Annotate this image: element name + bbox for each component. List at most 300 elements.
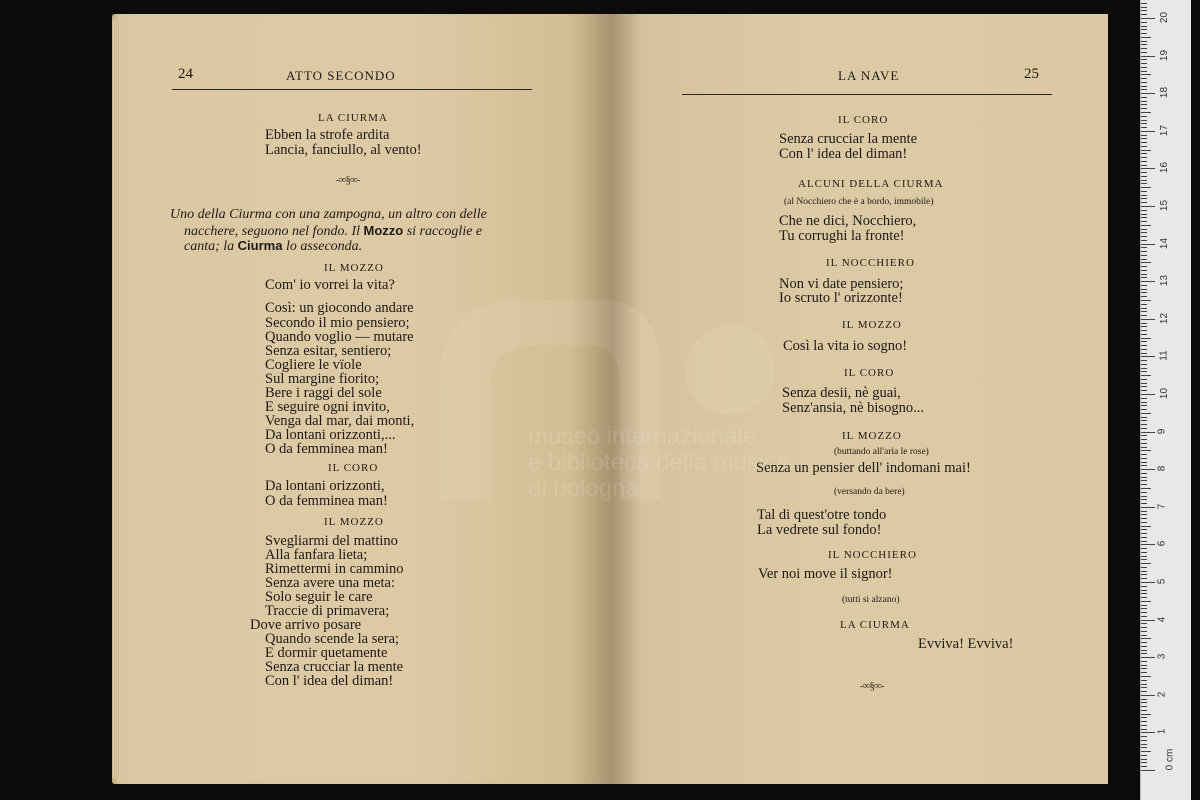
verse-line: O da femminea man! <box>265 441 388 457</box>
ruler-tick <box>1141 695 1155 696</box>
ruler-tick <box>1141 537 1147 538</box>
ruler-tick <box>1141 59 1147 60</box>
ruler-tick <box>1141 574 1147 575</box>
speaker-il-mozzo: IL MOZZO <box>324 262 384 274</box>
ruler-tick <box>1141 330 1147 331</box>
ruler-tick <box>1141 653 1147 654</box>
ruler-tick <box>1141 168 1155 169</box>
speaker-il-mozzo: IL MOZZO <box>324 516 384 528</box>
verse-line: Ver noi move il signor! <box>758 566 893 582</box>
ruler-tick <box>1141 274 1147 275</box>
verse-line: Rimettermi in cammino <box>265 561 404 577</box>
ruler-tick <box>1141 146 1147 147</box>
ruler-tick <box>1141 473 1147 474</box>
ruler-tick <box>1141 225 1151 226</box>
ruler-tick <box>1141 680 1147 681</box>
stage-direction-line: nacchere, seguono nel fondo. Il Mozzo si raccoglie e <box>184 223 483 239</box>
ruler-tick <box>1141 627 1147 628</box>
ruler-tick <box>1141 364 1147 365</box>
ruler-tick <box>1141 687 1147 688</box>
ruler-tick <box>1141 131 1155 132</box>
ruler-tick <box>1141 661 1147 662</box>
ruler-tick <box>1141 183 1147 184</box>
ruler-tick <box>1141 44 1147 45</box>
ruler-tick <box>1141 522 1147 523</box>
verse-line: Tal di quest'otre tondo <box>757 507 887 523</box>
right-page <box>612 14 1108 784</box>
ruler-tick <box>1141 67 1147 68</box>
ruler-tick <box>1141 37 1151 38</box>
left-page <box>112 14 612 784</box>
watermark-line: di bologna <box>528 475 639 502</box>
ruler-tick <box>1141 236 1147 237</box>
ruler-tick <box>1141 394 1155 395</box>
ruler-tick <box>1141 736 1147 737</box>
ruler-tick <box>1141 631 1147 632</box>
ruler-tick <box>1141 334 1147 335</box>
ruler-tick <box>1141 116 1147 117</box>
verse-line: Sul margine fiorito; <box>265 371 380 387</box>
ruler-tick <box>1141 33 1147 34</box>
ruler-tick <box>1141 582 1155 583</box>
ruler-tick <box>1141 56 1155 57</box>
ruler-tick <box>1141 714 1151 715</box>
speaker-il-coro: IL CORO <box>844 367 895 379</box>
ruler-tick <box>1141 409 1147 410</box>
running-head: ATTO SECONDO <box>286 68 396 83</box>
ruler-tick <box>1141 108 1147 109</box>
ruler-tick <box>1141 386 1147 387</box>
ruler-tick <box>1141 202 1147 203</box>
ruler-number: 7 <box>1156 503 1168 510</box>
verse-line: Senza desii, nè guai, <box>782 385 901 401</box>
ruler-tick <box>1141 86 1147 87</box>
ruler-tick <box>1141 289 1147 290</box>
ruler-tick <box>1141 447 1147 448</box>
ruler-tick <box>1141 244 1155 245</box>
ruler-tick <box>1141 26 1147 27</box>
ruler-tick <box>1141 420 1147 421</box>
ruler-tick <box>1141 172 1147 173</box>
ruler-tick <box>1141 458 1147 459</box>
ruler-number: 6 <box>1156 541 1168 547</box>
verse-line: Così: un giocondo andare <box>265 300 414 316</box>
ruler-tick <box>1141 744 1147 745</box>
ruler-tick <box>1141 251 1147 252</box>
ruler-tick <box>1141 770 1155 771</box>
ruler-tick <box>1141 405 1147 406</box>
ruler-tick <box>1141 465 1147 466</box>
ruler-tick <box>1141 285 1147 286</box>
ruler-tick <box>1141 315 1147 316</box>
ruler-number: 12 <box>1159 312 1171 324</box>
ruler-tick <box>1141 518 1147 519</box>
ruler-tick <box>1141 616 1147 617</box>
ruler-tick <box>1141 605 1147 606</box>
ruler-tick <box>1141 638 1151 639</box>
watermark-text <box>528 424 789 502</box>
speaker-il-mozzo: IL MOZZO <box>842 430 902 442</box>
ruler-tick <box>1141 180 1147 181</box>
ruler-tick <box>1141 488 1151 489</box>
ruler-tick <box>1141 526 1151 527</box>
ruler-tick <box>1141 277 1147 278</box>
ruler-tick <box>1141 514 1147 515</box>
ruler-tick <box>1141 646 1147 647</box>
ruler-tick <box>1141 469 1155 470</box>
ruler-number: 2 <box>1156 691 1168 698</box>
ruler-tick <box>1141 14 1147 15</box>
open-book <box>112 14 1108 784</box>
ruler-tick <box>1141 142 1147 143</box>
ruler-number: 20 <box>1159 11 1171 24</box>
ruler-tick <box>1141 93 1155 94</box>
ruler-tick <box>1141 578 1147 579</box>
ruler-tick <box>1141 691 1147 692</box>
ruler-tick <box>1141 153 1147 154</box>
verse-line: Cogliere le vïole <box>265 357 362 373</box>
ruler-tick <box>1141 206 1155 207</box>
speaker-alcuni-della-ciurma: ALCUNI DELLA CIURMA <box>798 178 944 190</box>
ruler-tick <box>1141 10 1147 11</box>
ruler-tick <box>1141 417 1147 418</box>
ruler-tick <box>1141 435 1147 436</box>
stage-direction-line: canta; la Ciurma lo asseconda. <box>184 238 363 254</box>
ruler-tick <box>1141 101 1147 102</box>
ruler-number: 3 <box>1156 653 1168 660</box>
ruler-tick <box>1141 729 1147 730</box>
ruler-tick <box>1141 89 1147 90</box>
ruler-tick <box>1141 507 1155 508</box>
ruler-tick <box>1141 702 1147 703</box>
ruler-tick <box>1141 341 1147 342</box>
speaker-il-nocchiero: IL NOCCHIERO <box>826 257 915 269</box>
ruler-tick <box>1141 319 1155 320</box>
ruler-tick <box>1141 349 1147 350</box>
verse-line: Senza crucciar la mente <box>265 659 404 675</box>
ruler-tick <box>1141 7 1147 8</box>
ruler-tick <box>1141 672 1147 673</box>
ruler-tick <box>1141 548 1147 549</box>
ruler-tick <box>1141 623 1147 624</box>
ruler-tick <box>1141 533 1147 534</box>
ruler-number: 14 <box>1159 237 1171 249</box>
speaker-la-ciurma: LA CIURMA <box>840 619 910 631</box>
ruler-tick <box>1141 424 1147 425</box>
ruler-tick <box>1141 492 1147 493</box>
verse-line: Senza esitar, sentiero; <box>265 343 392 359</box>
ruler-tick <box>1141 586 1147 587</box>
ruler-tick <box>1141 247 1147 248</box>
ruler-tick <box>1141 308 1147 309</box>
ruler-tick <box>1141 496 1147 497</box>
ruler-tick <box>1141 650 1147 651</box>
ruler-tick <box>1141 371 1147 372</box>
ruler-tick <box>1141 356 1155 357</box>
ruler-tick <box>1141 198 1147 199</box>
ruler-label: 0 cm <box>1164 748 1176 771</box>
verse-line: Dove arrivo posare <box>250 617 362 633</box>
ruler-number: 11 <box>1158 350 1170 362</box>
ruler-tick <box>1141 229 1147 230</box>
ruler-tick <box>1141 751 1151 752</box>
ruler-tick <box>1141 311 1147 312</box>
ruler-tick <box>1141 48 1147 49</box>
ruler-tick <box>1141 559 1147 560</box>
ruler-tick <box>1141 78 1147 79</box>
ruler-tick <box>1141 676 1151 677</box>
ruler-tick <box>1141 612 1147 613</box>
page-number: 24 <box>178 66 193 82</box>
ruler-tick <box>1141 345 1147 346</box>
header-rule <box>172 89 532 90</box>
ruler-tick <box>1141 29 1147 30</box>
ruler-tick <box>1141 150 1151 151</box>
verse-line: E dormir quetamente <box>265 645 388 661</box>
ruler-tick <box>1141 338 1151 339</box>
ruler-tick <box>1141 120 1147 121</box>
verse-line: E seguire ogni invito, <box>265 399 390 415</box>
ruler-tick <box>1141 304 1147 305</box>
watermark-line: museo internazionale <box>528 423 757 450</box>
verse-line: Solo seguir le care <box>265 589 373 605</box>
ruler-tick <box>1141 104 1147 105</box>
ruler-number: 16 <box>1159 162 1171 174</box>
stage-direction: (al Nocchiero che è a bordo, immobile) <box>784 197 934 207</box>
ruler-tick <box>1141 657 1155 658</box>
ruler-tick <box>1141 665 1147 666</box>
ruler-tick <box>1141 398 1147 399</box>
ruler-tick <box>1141 41 1147 42</box>
ruler-number: 10 <box>1159 387 1171 400</box>
ruler-tick <box>1141 450 1151 451</box>
verse-line: Svegliarmi del mattino <box>265 533 398 549</box>
ruler-tick <box>1141 717 1147 718</box>
ruler-number: 1 <box>1156 729 1168 735</box>
ruler-tick <box>1141 499 1147 500</box>
ruler-tick <box>1141 255 1147 256</box>
verse-line: Ebben la strofe ardita <box>265 127 390 143</box>
ruler-tick <box>1141 439 1147 440</box>
ruler-tick <box>1141 368 1147 369</box>
ruler-tick <box>1141 642 1147 643</box>
ruler-tick <box>1141 63 1147 64</box>
ruler-tick <box>1141 52 1147 53</box>
ruler-tick <box>1141 240 1147 241</box>
ruler-tick <box>1141 221 1147 222</box>
ruler-tick <box>1141 82 1147 83</box>
verse-line: Alla fanfara lieta; <box>265 547 368 563</box>
ruler-tick <box>1141 668 1147 669</box>
ruler-tick <box>1141 300 1151 301</box>
ruler-tick <box>1141 732 1155 733</box>
stage-direction: (buttando all'aria le rose) <box>834 447 929 457</box>
ruler-tick <box>1141 195 1147 196</box>
ruler-number: 8 <box>1156 465 1168 472</box>
speaker-il-nocchiero: IL NOCCHIERO <box>828 549 917 561</box>
ruler-tick <box>1141 135 1147 136</box>
verse-line: Tu corrughi la fronte! <box>779 228 905 244</box>
ruler-number: 17 <box>1159 124 1171 136</box>
ruler-tick <box>1141 138 1147 139</box>
ruler-tick <box>1141 541 1147 542</box>
ruler-number: 9 <box>1156 428 1168 434</box>
ruler-tick <box>1141 567 1147 568</box>
watermark-line: e biblioteca della musica <box>528 449 790 476</box>
speaker-il-coro: IL CORO <box>838 114 889 126</box>
ruler-tick <box>1141 762 1147 763</box>
ruler-tick <box>1141 597 1147 598</box>
ruler-tick <box>1141 511 1147 512</box>
ruler-tick <box>1141 210 1147 211</box>
ruler-number: 19 <box>1159 49 1171 61</box>
ruler-tick <box>1141 375 1151 376</box>
verse-line: Senza un pensier dell' indomani mai! <box>756 460 971 476</box>
verse-line: Senza crucciar la mente <box>779 131 918 147</box>
ruler-tick <box>1141 766 1147 767</box>
ruler-tick <box>1141 593 1147 594</box>
verse-line: Io scruto l' orizzonte! <box>779 290 903 306</box>
ruler-tick <box>1141 725 1147 726</box>
ruler-tick <box>1141 97 1147 98</box>
ruler-tick <box>1141 529 1147 530</box>
page-edge <box>112 20 120 778</box>
speaker-il-coro: IL CORO <box>328 462 379 474</box>
ruler-number: 18 <box>1159 87 1171 99</box>
ruler-tick <box>1141 71 1147 72</box>
speaker-il-mozzo: IL MOZZO <box>842 319 902 331</box>
verse-line: Da lontani orizzonti,... <box>265 427 396 443</box>
verse-line: Non vi date pensiero; <box>779 276 904 292</box>
ruler-tick <box>1141 123 1147 124</box>
ruler-tick <box>1141 477 1147 478</box>
ruler-tick <box>1141 601 1151 602</box>
ruler-tick <box>1141 699 1147 700</box>
verse-line: Così la vita io sogno! <box>783 338 908 354</box>
verse-line: Evviva! Evviva! <box>918 636 1014 652</box>
ruler-tick <box>1141 127 1147 128</box>
ruler-number: 15 <box>1159 199 1171 212</box>
ruler-tick <box>1141 740 1147 741</box>
ruler-tick <box>1141 266 1147 267</box>
ruler-tick <box>1141 187 1151 188</box>
speaker-la-ciurma: LA CIURMA <box>318 112 388 124</box>
ruler-tick <box>1141 3 1147 4</box>
ruler-tick <box>1141 480 1147 481</box>
verse-line: Senza avere una meta: <box>265 575 396 591</box>
verse-line: O da femminea man! <box>265 493 388 509</box>
ruler-tick <box>1141 191 1147 192</box>
ruler-tick <box>1141 383 1147 384</box>
ruler-tick <box>1141 556 1147 557</box>
ruler-tick <box>1141 262 1151 263</box>
verse-line: Lancia, fanciullo, al vento! <box>265 142 422 158</box>
ruler-tick <box>1141 503 1147 504</box>
ruler-tick <box>1141 608 1147 609</box>
verse-line: Secondo il mio pensiero; <box>265 315 410 331</box>
ruler-tick <box>1141 18 1155 19</box>
verse-line: Con l' idea del diman! <box>779 146 908 162</box>
ruler-tick <box>1141 326 1147 327</box>
ornament: -∞§∞- <box>336 174 360 186</box>
verse-line: Che ne dici, Nocchiero, <box>779 213 917 229</box>
ruler-tick <box>1141 544 1155 545</box>
ruler-tick <box>1141 759 1147 760</box>
verse-line: Con l' idea del diman! <box>265 673 394 689</box>
verse-line: Com' io vorrei la vita? <box>265 277 395 293</box>
ruler-tick <box>1141 390 1147 391</box>
ruler-tick <box>1141 296 1147 297</box>
ruler-number: 13 <box>1159 275 1171 287</box>
ruler-tick <box>1141 165 1147 166</box>
ruler-tick <box>1141 590 1147 591</box>
running-head: LA NAVE <box>838 68 900 83</box>
ruler-tick <box>1141 443 1147 444</box>
ruler-tick <box>1141 484 1147 485</box>
ruler-tick <box>1141 176 1147 177</box>
ruler-tick <box>1141 428 1147 429</box>
ruler-tick <box>1141 360 1147 361</box>
ruler-tick <box>1141 402 1147 403</box>
ruler-tick <box>1141 462 1147 463</box>
ruler-tick <box>1141 454 1147 455</box>
verse-line: Quando scende la sera; <box>265 631 400 647</box>
ruler-tick <box>1141 232 1147 233</box>
ruler-tick <box>1141 281 1155 282</box>
ruler-tick <box>1141 721 1147 722</box>
ruler-number: 4 <box>1156 616 1168 622</box>
ruler-tick <box>1141 292 1147 293</box>
ruler-tick <box>1141 432 1155 433</box>
page-number: 25 <box>1024 66 1039 82</box>
ruler-tick <box>1141 323 1147 324</box>
measuring-ruler <box>1140 0 1191 800</box>
ruler-tick <box>1141 563 1151 564</box>
verse-line: Senz'ansia, nè bisogno... <box>782 400 924 416</box>
ruler-tick <box>1141 620 1155 621</box>
ruler-number: 5 <box>1156 578 1168 585</box>
ruler-tick <box>1141 157 1147 158</box>
ruler-tick <box>1141 710 1147 711</box>
stage-direction-line: Uno della Ciurma con una zampogna, un altro con delle <box>170 207 487 222</box>
ruler-tick <box>1141 353 1147 354</box>
ruler-tick <box>1141 571 1147 572</box>
ruler-tick <box>1141 706 1147 707</box>
ruler-tick <box>1141 413 1151 414</box>
ruler-tick <box>1141 379 1147 380</box>
verse-line: Quando voglio — mutare <box>265 329 414 345</box>
verse-line: La vedrete sul fondo! <box>757 522 882 538</box>
stage-direction: (versando da bere) <box>834 487 905 497</box>
ruler-tick <box>1141 755 1147 756</box>
ruler-tick <box>1141 74 1151 75</box>
ruler-tick <box>1141 259 1147 260</box>
ruler-tick <box>1141 214 1147 215</box>
header-rule <box>682 94 1052 95</box>
ruler-tick <box>1141 552 1147 553</box>
ruler-tick <box>1141 270 1147 271</box>
ruler-tick <box>1141 217 1147 218</box>
ruler-tick <box>1141 684 1147 685</box>
verse-line: Traccie di primavera; <box>265 603 390 619</box>
ruler-tick <box>1141 635 1147 636</box>
ruler-tick <box>1141 22 1147 23</box>
stage-direction: (tutti si alzano) <box>842 595 900 605</box>
verse-line: Venga dal mar, dai monti, <box>265 413 415 429</box>
ruler-tick <box>1141 747 1147 748</box>
verse-line: Bere i raggi del sole <box>265 385 382 401</box>
ornament: -∞§∞- <box>860 680 884 692</box>
